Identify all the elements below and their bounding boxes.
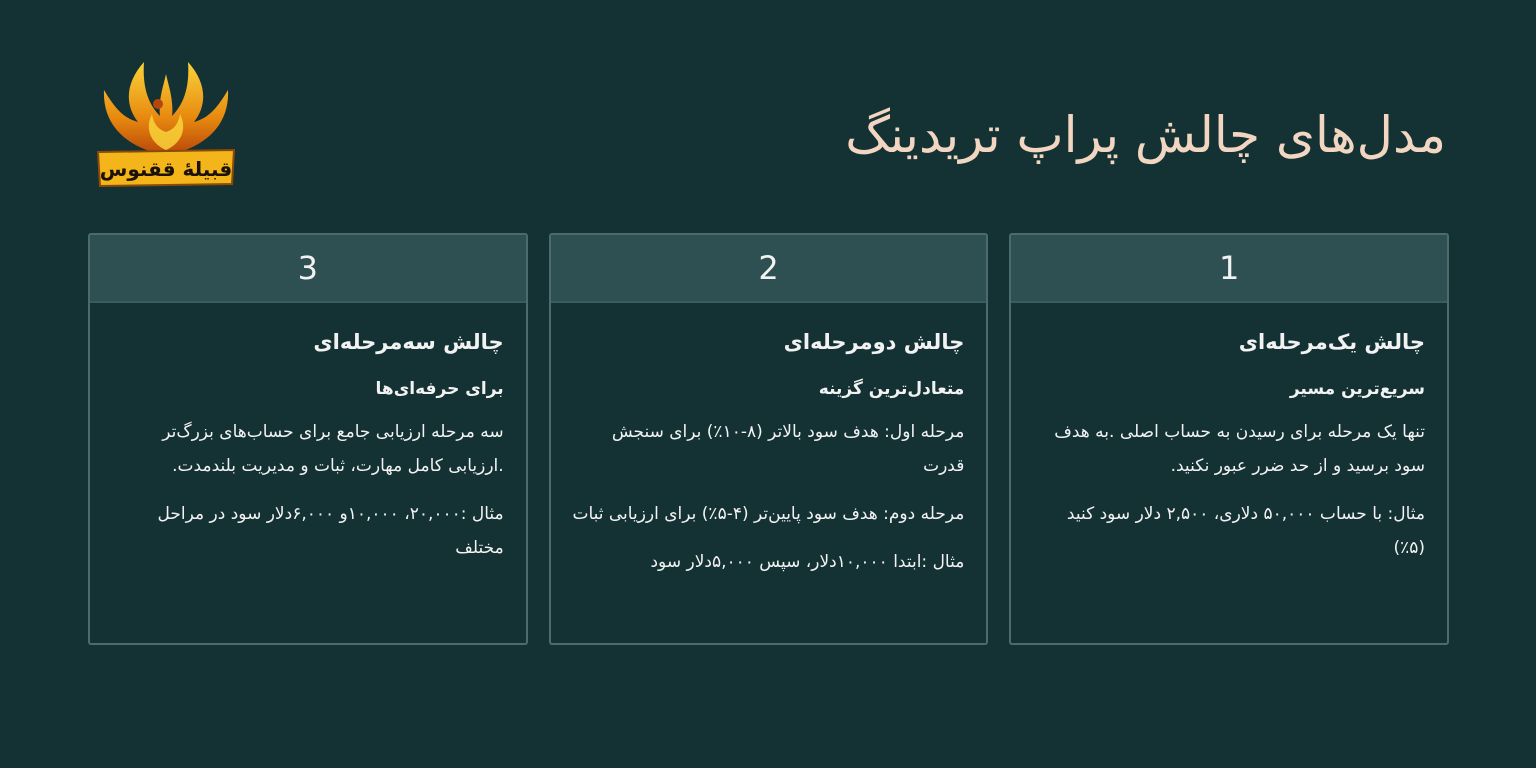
logo xyxy=(94,60,238,190)
card-body xyxy=(1011,303,1447,565)
card-two-stage xyxy=(549,233,989,645)
card-paragraph: مثال :ابتدا ۱۰,۰۰۰دلار، سپس ۵,۰۰۰دلار سود xyxy=(650,552,965,572)
card-subtitle: سریع‌ترین مسیر xyxy=(1289,379,1426,399)
card-paragraph: سه مرحله ارزیابی جامع برای حساب‌های بزرگ‌تر .ارزیابی کامل مهارت، ثبات و مدیریت بلندمدت. xyxy=(162,422,504,476)
card-subtitle: متعادل‌ترین گزینه xyxy=(818,379,965,399)
card-body xyxy=(551,303,987,579)
card-number: 3 xyxy=(90,235,526,303)
card-title: چالش یک‌مرحله‌ای xyxy=(1238,330,1426,354)
card-title: چالش سه‌مرحله‌ای xyxy=(313,330,504,354)
card-paragraph: مثال :۲۰,۰۰۰، ۱۰,۰۰۰و ۶,۰۰۰دلار سود در مراحل مختلف xyxy=(157,504,504,558)
card-paragraph: مرحله دوم: هدف سود پایین‌تر (۴-۵٪) برای ارزیابی ثبات xyxy=(572,504,965,524)
card-paragraph: مرحله اول: هدف سود بالاتر (۸-۱۰٪) برای سنجش قدرت xyxy=(611,422,965,476)
card-title: چالش دومرحله‌ای xyxy=(783,330,965,354)
card-number: 1 xyxy=(1011,235,1447,303)
card-one-stage xyxy=(1009,233,1449,645)
logo-text: قبیلهٔ ققنوس xyxy=(99,157,233,181)
page-title: مدل‌های چالش پراپ تریدینگ xyxy=(845,106,1446,164)
card-number: 2 xyxy=(551,235,987,303)
card-paragraph: مثال: با حساب ۵۰,۰۰۰ دلاری، ۲,۵۰۰ دلار سود کنید (۵٪) xyxy=(1066,504,1426,558)
card-body xyxy=(90,303,526,565)
card-subtitle: برای حرفه‌ای‌ها xyxy=(375,379,504,399)
cards-container xyxy=(88,233,1449,645)
phoenix-logo-icon xyxy=(94,60,238,190)
card-paragraph: تنها یک مرحله برای رسیدن به حساب اصلی .به هدف سود برسید و از حد ضرر عبور نکنید. xyxy=(1054,422,1426,476)
card-three-stage xyxy=(88,233,528,645)
